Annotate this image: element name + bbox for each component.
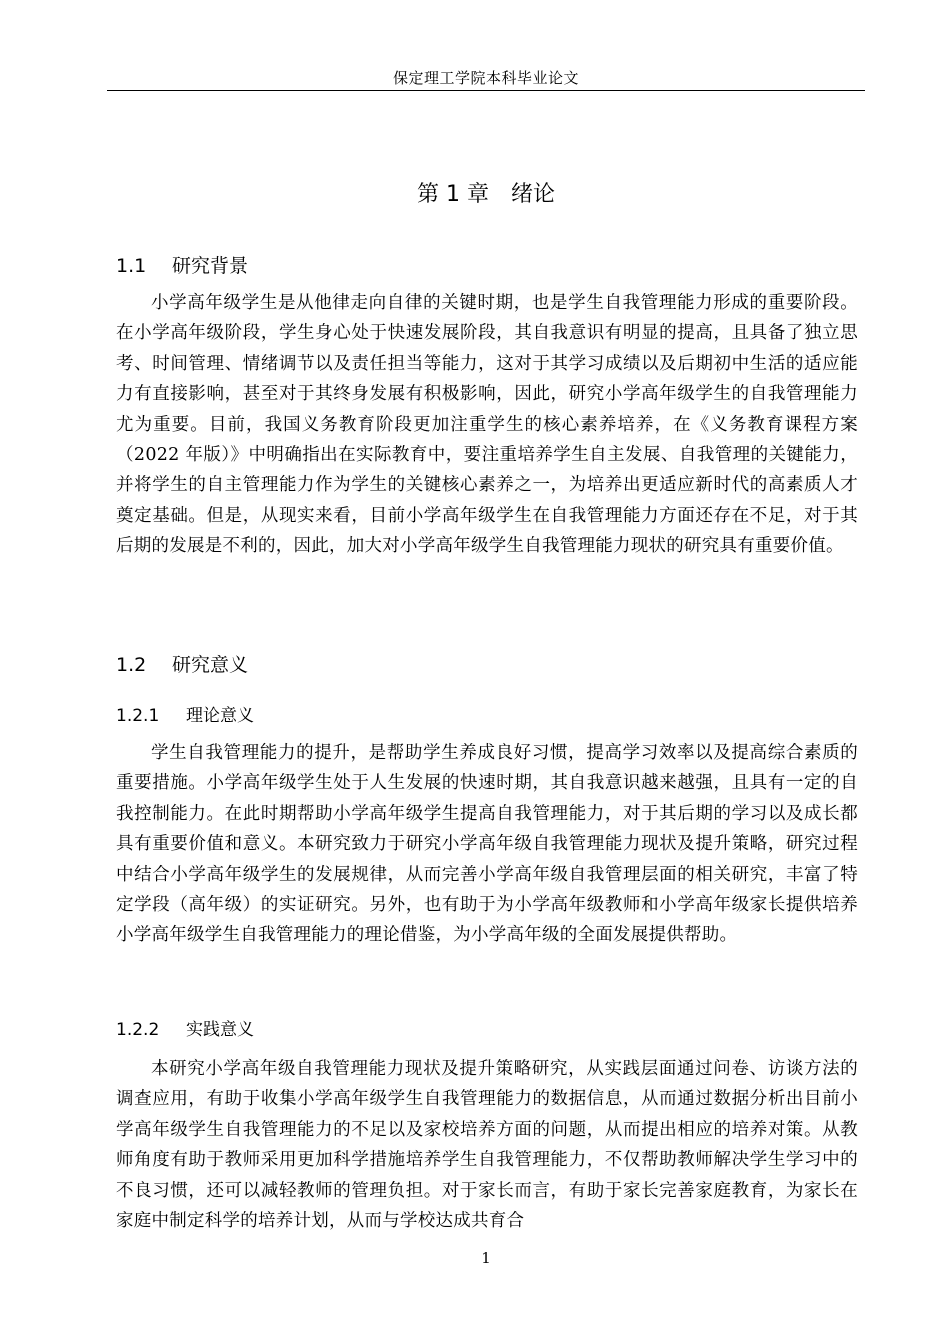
paragraph-practical-significance: 本研究小学高年级自我管理能力现状及提升策略研究，从实践层面通过问卷、访谈方法的调查应用，有助于收集小学高年级学生自我管理能力的数据信息，从而通过数据分析出目前小学高年级学生自我管理能力的不足以及家校培养方面的问题，从而提出相应的培养对策。从教师角度有助于教师采用更加科学措施培养学生自我管理能力，不仅帮助教师解决学生学习中的不良习惯，还可以减轻教师的管理负担。对于家长而言，有助于家长完善家庭教育，为家长在家庭中制定科学的培养计划，从而与学校达成共育合	[116, 1059, 858, 1232]
section-heading-1-1	[116, 253, 248, 279]
section-number: 1.2	[116, 654, 147, 676]
chapter-title: 第 1 章 绪论	[417, 182, 555, 207]
page-number: 1	[481, 1249, 491, 1267]
section-title: 研究背景	[172, 255, 249, 277]
subsection-title: 理论意义	[186, 706, 254, 726]
subsection-title: 实践意义	[186, 1020, 254, 1040]
paragraph-research-background: 小学高年级学生是从他律走向自律的关键时期，也是学生自我管理能力形成的重要阶段。在小学高年级阶段，学生身心处于快速发展阶段，其自我意识有明显的提高，且具备了独立思考、时间管理、情绪调节以及责任担当等能力，这对于其学习成绩以及后期初中生活的适应能力有直接影响，甚至对于其终身发展有积极影响，因此，研究小学高年级学生的自我管理能力尤为重要。目前，我国义务教育阶段更加注重学生的核心素养培养，在《义务教育课程方案（2022 年版）》中明确指出在实际教育中，要注重培养学生自主发展、自我管理的关键能力，并将学生的自主管理能力作为学生的关键核心素养之一，为培养出更适应新时代的高素质人才奠定基础。但是，从现实来看，目前小学高年级学生在自我管理能力方面还存在不足，对于其后期的发展是不利的，因此，加大对小学高年级学生自我管理能力现状的研究具有重要价值。	[116, 293, 858, 557]
subsection-heading-1-2-2	[116, 1018, 254, 1042]
running-header: 保定理工学院本科毕业论文	[392, 69, 579, 87]
header-rule	[107, 90, 865, 91]
section-heading-1-2	[116, 652, 248, 678]
section-number: 1.1	[116, 255, 147, 277]
subsection-number: 1.2.1	[116, 706, 160, 726]
subsection-heading-1-2-1	[116, 704, 254, 728]
paragraph-theoretical-significance: 学生自我管理能力的提升，是帮助学生养成良好习惯，提高学习效率以及提高综合素质的重要措施。小学高年级学生处于人生发展的快速时期，其自我意识越来越强，且具有一定的自我控制能力。在此时期帮助小学高年级学生提高自我管理能力，对于其后期的学习以及成长都具有重要价值和意义。本研究致力于研究小学高年级自我管理能力现状及提升策略，研究过程中结合小学高年级学生的发展规律，从而完善小学高年级自我管理层面的相关研究，丰富了特定学段（高年级）的实证研究。另外，也有助于为小学高年级教师和小学高年级家长提供培养小学高年级学生自我管理能力的理论借鉴，为小学高年级的全面发展提供帮助。	[116, 743, 858, 946]
section-title: 研究意义	[172, 654, 249, 676]
subsection-number: 1.2.2	[116, 1020, 160, 1040]
